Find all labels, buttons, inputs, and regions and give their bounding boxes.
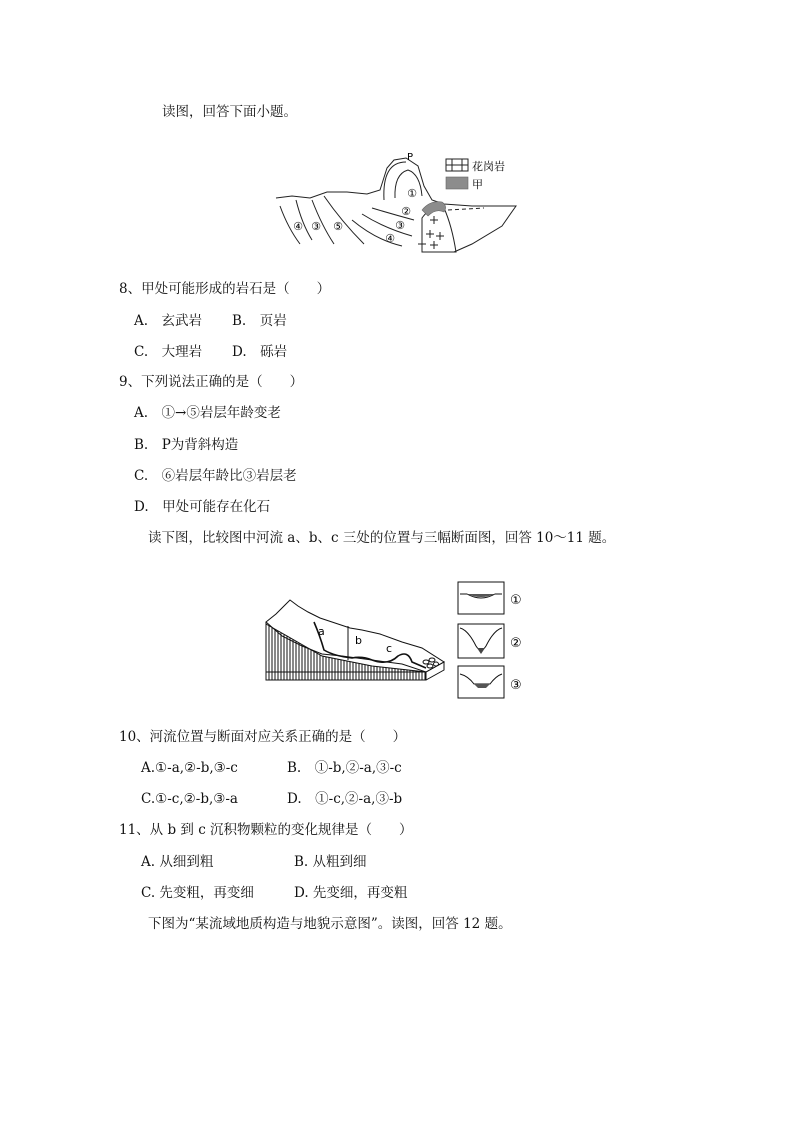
river-label-a: a bbox=[318, 625, 325, 638]
q10-option-b[interactable]: B. ①-b,②-a,③-c bbox=[287, 760, 402, 776]
river-block-diagram-figure bbox=[262, 576, 528, 700]
q10-option-d[interactable]: D. ①-c,②-a,③-b bbox=[287, 791, 403, 807]
q11-option-a[interactable]: A. 从细到粗 bbox=[141, 854, 214, 870]
river-label-b: b bbox=[355, 634, 362, 647]
legend-jia bbox=[446, 177, 483, 191]
legend-label: 花岗岩 bbox=[472, 160, 505, 173]
cross-section-2 bbox=[458, 624, 522, 658]
intro-text-3: 下图为“某流域地质构造与地貌示意图”。读图，回答 12 题。 bbox=[148, 916, 512, 932]
section-label-3: ③ bbox=[510, 678, 522, 693]
layer-label: ① bbox=[407, 187, 417, 200]
layer-label: ④ bbox=[385, 232, 395, 245]
geologic-cross-section-figure bbox=[272, 148, 528, 258]
question-9-stem: 9、下列说法正确的是（ ） bbox=[119, 374, 304, 390]
layer-label: ③ bbox=[395, 219, 405, 232]
q9-option-b[interactable]: B. P为背斜构造 bbox=[134, 437, 239, 453]
q9-option-a[interactable]: A. ①→⑤岩层年龄变老 bbox=[134, 405, 281, 421]
q11-option-c[interactable]: C. 先变粗，再变细 bbox=[141, 885, 254, 901]
layer-label: ⑤ bbox=[333, 220, 343, 233]
cross-section-1 bbox=[458, 582, 522, 614]
section-label-2: ② bbox=[510, 636, 522, 651]
question-10-stem: 10、河流位置与断面对应关系正确的是（ ） bbox=[119, 729, 407, 745]
question-11-stem: 11、从 b 到 c 沉积物颗粒的变化规律是（ ） bbox=[119, 822, 413, 838]
q9-option-c[interactable]: C. ⑥岩层年龄比③岩层老 bbox=[134, 468, 297, 484]
jia-zone bbox=[422, 202, 446, 216]
peak-label: P bbox=[406, 152, 414, 163]
q8-option-a[interactable]: A. 玄武岩 bbox=[134, 313, 203, 329]
q10-option-c[interactable]: C.①-c,②-b,③-a bbox=[141, 791, 238, 807]
question-8-stem: 8、甲处可能形成的岩石是（ ） bbox=[119, 281, 331, 297]
river-label-c: c bbox=[386, 642, 393, 655]
cross-section-3 bbox=[458, 666, 522, 698]
q11-option-b[interactable]: B. 从粗到细 bbox=[294, 854, 367, 870]
intro-text-1: 读图，回答下面小题。 bbox=[162, 104, 297, 120]
intro-text-2: 读下图，比较图中河流 a、b、c 三处的位置与三幅断面图，回答 10～11 题。 bbox=[148, 530, 616, 546]
legend-label: 甲 bbox=[472, 178, 483, 191]
section-label-1: ① bbox=[510, 593, 522, 608]
layer-label: ③ bbox=[311, 220, 321, 233]
q8-option-d[interactable]: D. 砾岩 bbox=[232, 344, 288, 360]
layer-label: ④ bbox=[293, 220, 303, 233]
q11-option-d[interactable]: D. 先变细，再变粗 bbox=[294, 885, 408, 901]
q8-option-b[interactable]: B. 页岩 bbox=[232, 313, 287, 329]
q9-option-d[interactable]: D. 甲处可能存在化石 bbox=[134, 499, 271, 515]
q10-option-a[interactable]: A.①-a,②-b,③-c bbox=[141, 760, 238, 776]
layer-label: ② bbox=[401, 205, 411, 218]
q8-option-c[interactable]: C. 大理岩 bbox=[134, 344, 203, 360]
legend-granite bbox=[446, 159, 505, 173]
